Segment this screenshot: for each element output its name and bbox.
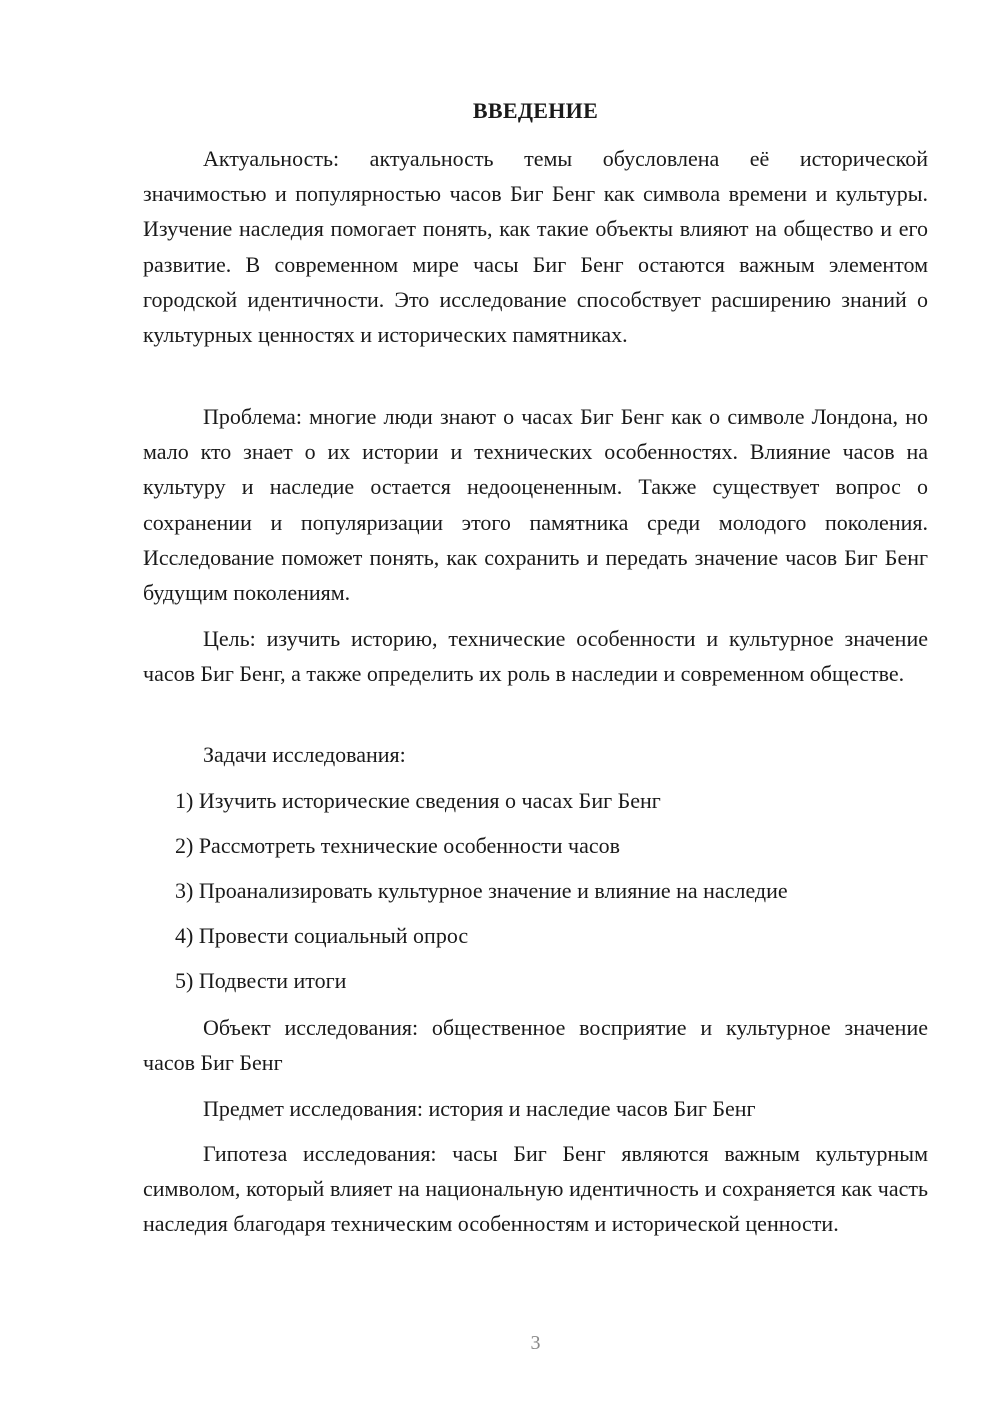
object-paragraph: Объект исследования: общественное восприятие и культурное значение часов Биг Бенг — [143, 1015, 928, 1076]
task-item: 2) Рассмотреть технические особенности часов — [175, 833, 620, 858]
tasks-title: Задачи исследования: — [203, 742, 406, 767]
section-heading: ВВЕДЕНИЕ — [472, 98, 599, 123]
relevance-paragraph: Актуальность: актуальность темы обусловлена её исторической значимостью и популярностью часов Биг Бенг как символа времени и культуры. Изучение наследия помогает понять, как такие объекты влияют на общество и его развитие. В современном мире часы Биг Бенг остаются важным элементом городской идентичности. Это исследование способствует расширению знаний о культурных ценностях и исторических памятниках. — [143, 146, 928, 348]
hypothesis-paragraph: Гипотеза исследования: часы Биг Бенг являются важным культурным символом, который влияет на национальную идентичность и сохраняется как часть наследия благодаря техническим особенностям и исторической ценности. — [143, 1141, 928, 1237]
problem-paragraph: Проблема: многие люди знают о часах Биг Бенг как о символе Лондона, но мало кто знает о их истории и технических особенностях. Влияние часов на культуру и наследие остается недооцененным. Также существует вопрос о сохранении и популяризации этого памятника среди молодого поколения. Исследование поможет понять, как сохранить и передать значение часов Биг Бенг будущим поколениям. — [143, 404, 928, 606]
page-number: 3 — [530, 1332, 541, 1354]
goal-paragraph: Цель: изучить историю, технические особенности и культурное значение часов Биг Бенг, а также определить их роль в наследии и современном обществе. — [143, 626, 928, 687]
subject-paragraph: Предмет исследования: история и наследие часов Биг Бенг — [203, 1096, 756, 1121]
task-item: 3) Проанализировать культурное значение и влияние на наследие — [175, 878, 788, 903]
task-item: 4) Провести социальный опрос — [175, 923, 469, 948]
task-item: 5) Подвести итоги — [175, 968, 347, 993]
task-item: 1) Изучить исторические сведения о часах Биг Бенг — [175, 788, 661, 813]
